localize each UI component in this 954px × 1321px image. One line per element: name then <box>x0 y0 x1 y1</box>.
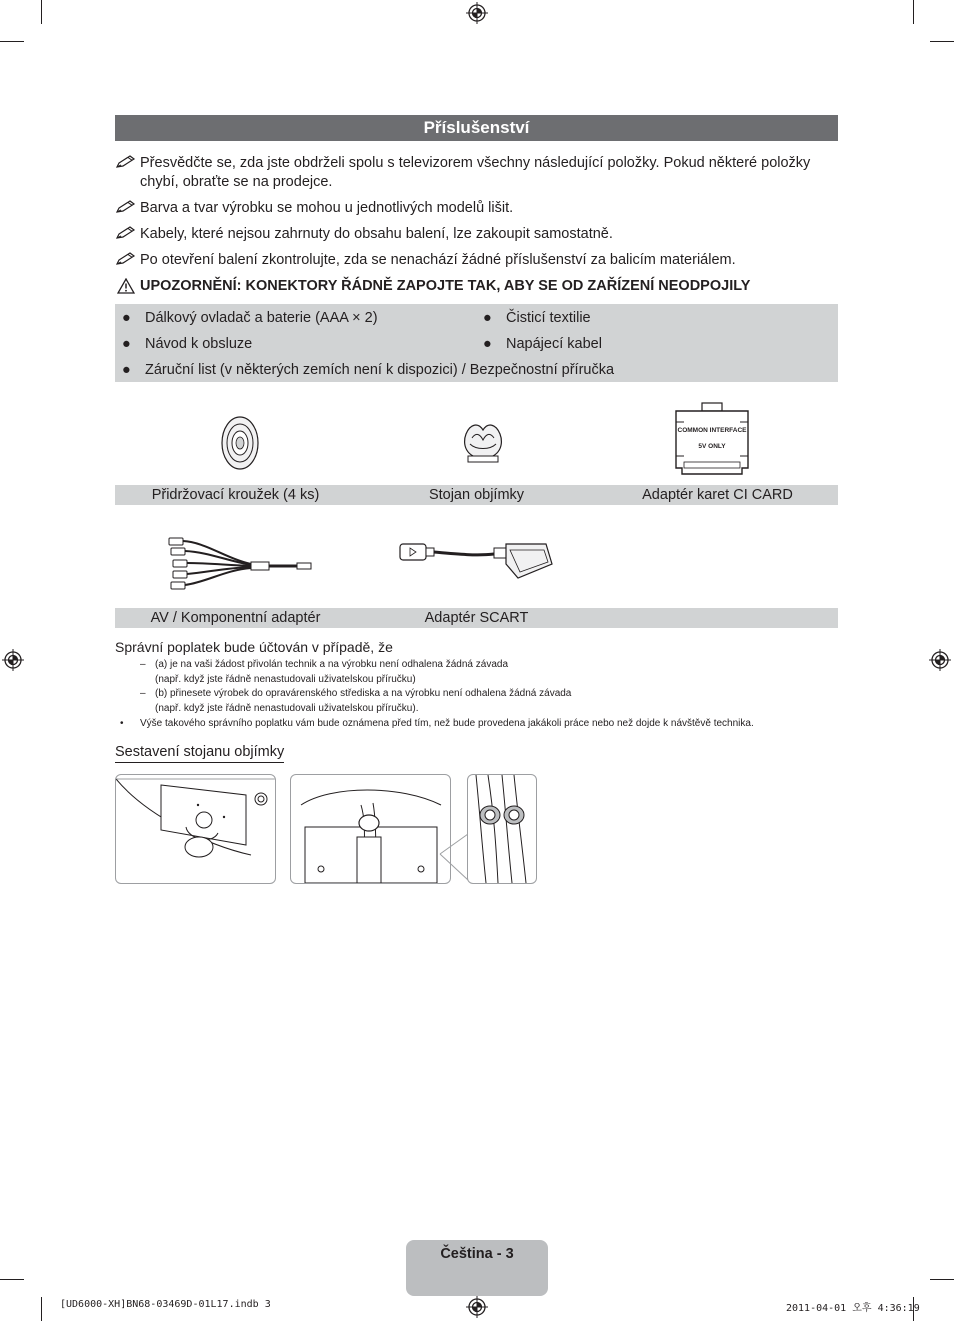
tv-back-illustration <box>116 775 275 883</box>
registration-mark-icon <box>466 2 488 24</box>
caption-av-adapter: AV / Komponentní adaptér <box>150 610 321 626</box>
ci-card-adapter-illustration <box>672 402 752 478</box>
crop-mark <box>930 1279 954 1280</box>
caption-holder-ring: Přidržovací kroužek (4 ks) <box>151 487 320 503</box>
warning-text: UPOZORNĚNÍ: KONEKTORY ŘÁDNĚ ZAPOJTE TAK, ABY SE OD ZAŘÍZENÍ NEODPOJILY <box>140 278 751 294</box>
note-text: Přesvědčte se, zda jste obdrželi spolu s televizorem všechny následující položky. Pokud některé položky chybí, obraťte se na prodejce. <box>140 155 811 190</box>
crop-mark <box>913 0 914 24</box>
bullet: ● <box>483 310 492 326</box>
note-text: Po otevření balení zkontrolujte, zda se nenachází žádné příslušenství za balicím materiálem. <box>140 252 736 268</box>
av-component-adapter-illustration <box>165 528 315 596</box>
item-label: Napájecí kabel <box>506 336 602 352</box>
bullet: ● <box>483 336 492 352</box>
page-title: Příslušenství <box>115 115 838 141</box>
package-contents-list <box>115 304 838 382</box>
fee-note: Výše takového správního poplatku vám bude oznámena před tím, než bude provedena jakákoli práce nebo než dojde k návštěvě technika. <box>140 718 754 729</box>
fee-item-line: (b) přinesete výrobek do opravárenského střediska a na výrobku není odhalena žádná závada <box>155 688 572 699</box>
pencil-note-icon <box>115 251 137 267</box>
note-item <box>115 225 835 244</box>
item-label: Čisticí textilie <box>506 310 591 326</box>
registration-mark-icon <box>2 649 24 671</box>
footer-timestamp: 2011-04-01 오후 4:36:19 <box>786 1303 920 1314</box>
assembly-step-1-figure <box>115 774 276 884</box>
item-label: Záruční list (v některých zemích není k dispozici) / Bezpečnostní příručka <box>145 362 615 378</box>
list-item <box>483 335 602 353</box>
holder-wire-illustration <box>458 418 508 466</box>
crop-mark <box>0 41 24 42</box>
list-item <box>122 309 378 327</box>
cable-holder-closeup-illustration <box>468 775 536 883</box>
dash: – <box>140 688 146 699</box>
note-text: Kabely, které nejsou zahrnuty do obsahu balení, lze zakoupit samostatně. <box>140 226 613 242</box>
bullet: • <box>120 718 124 729</box>
accessory-caption-row <box>115 485 838 505</box>
bullet: ● <box>122 310 131 326</box>
note-item <box>115 251 835 270</box>
assembly-step-2-figure <box>290 774 451 884</box>
crop-mark <box>41 0 42 24</box>
fee-item-line: (a) je na vaši žádost přivolán technik a na výrobku není odhalena žádná závada <box>155 659 509 670</box>
item-label: Dálkový ovladač a baterie (AAA × 2) <box>145 310 378 326</box>
list-item <box>122 361 614 379</box>
note-item <box>115 154 835 192</box>
ci-card-label-1: COMMON INTERFACE <box>677 427 747 434</box>
page-number: Čeština - 3 <box>440 1246 514 1262</box>
page-number-tab <box>406 1240 548 1296</box>
footer-file-info: [UD6000-XH]BN68-03469D-01L17.indb 3 <box>60 1299 271 1310</box>
section-heading: Sestavení stojanu objímky <box>115 743 284 763</box>
crop-mark <box>930 41 954 42</box>
crop-mark <box>41 1297 42 1321</box>
list-item <box>122 335 252 353</box>
list-item <box>483 309 591 327</box>
note-item <box>115 199 835 218</box>
pencil-note-icon <box>115 225 137 241</box>
caption-holder-wire: Stojan objímky <box>428 487 525 503</box>
note-text: Barva a tvar výrobku se mohou u jednotlivých modelů lišit. <box>140 200 514 216</box>
bullet: ● <box>122 362 131 378</box>
registration-mark-icon <box>466 1296 488 1318</box>
item-label: Návod k obsluze <box>145 336 253 352</box>
bullet: ● <box>122 336 131 352</box>
cable-holder-illustration <box>291 775 450 883</box>
pencil-note-icon <box>115 199 137 215</box>
assembly-step-3-figure <box>467 774 537 884</box>
zoom-callout-lines <box>430 774 470 884</box>
scart-adapter-illustration <box>396 534 556 586</box>
fee-item-line: (např. když jste řádně nenastudovali uživatelskou příručku). <box>155 703 419 714</box>
caption-scart-adapter: Adaptér SCART <box>424 610 529 626</box>
caption-ci-card: Adaptér karet CI CARD <box>642 487 793 503</box>
ci-card-label-2: 5V ONLY <box>698 443 726 450</box>
dash: – <box>140 659 146 670</box>
registration-mark-icon <box>929 649 951 671</box>
crop-mark <box>0 1279 24 1280</box>
warning <box>115 277 750 296</box>
warning-triangle-icon <box>117 278 135 294</box>
accessory-caption-row <box>115 608 838 628</box>
fee-item-line: (např. když jste řádně nenastudovali uživatelskou příručku) <box>155 674 416 685</box>
fee-heading: Správní poplatek bude účtován v případě, že <box>115 639 393 655</box>
pencil-note-icon <box>115 154 137 170</box>
holder-ring-illustration <box>218 414 262 472</box>
